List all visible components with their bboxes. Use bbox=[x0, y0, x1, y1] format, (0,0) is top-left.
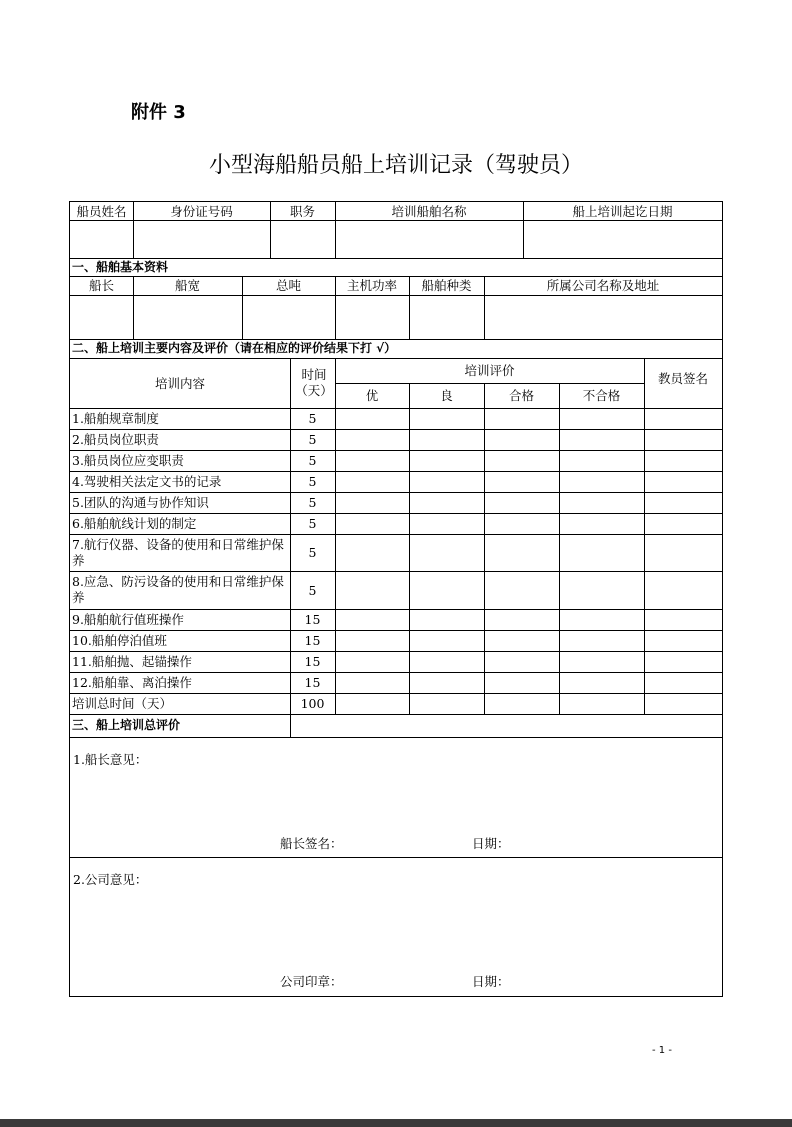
training-item-name: 7.航行仪器、设备的使用和日常维护保养 bbox=[72, 536, 284, 568]
company-date-label: 日期： bbox=[472, 974, 510, 989]
header-ship-type: 船舶种类 bbox=[421, 278, 472, 293]
total-time-value: 100 bbox=[300, 696, 325, 711]
position-field[interactable] bbox=[270, 221, 335, 258]
captain-opinion-label: 1.船长意见： bbox=[73, 752, 148, 767]
training-item-days: 5 bbox=[308, 582, 317, 598]
training-item-days: 5 bbox=[308, 545, 317, 560]
training-item-name: 6.船舶航线计划的制定 bbox=[72, 516, 197, 531]
training-record-form bbox=[69, 201, 723, 997]
training-item-days: 5 bbox=[308, 411, 317, 426]
header-position: 职务 bbox=[289, 203, 315, 219]
training-item-name: 3.船员岗位应变职责 bbox=[72, 453, 184, 468]
ship-length-field[interactable] bbox=[70, 296, 133, 339]
header-training-evaluation: 培训评价 bbox=[464, 363, 515, 378]
header-id-number: 身份证号码 bbox=[170, 203, 233, 219]
ship-type-field[interactable] bbox=[409, 296, 484, 339]
training-item-name: 1.船舶规章制度 bbox=[72, 411, 159, 426]
training-dates-field[interactable] bbox=[523, 221, 722, 258]
training-item-name: 10.船舶停泊值班 bbox=[72, 633, 167, 648]
captain-opinion-field[interactable] bbox=[72, 768, 720, 828]
window-bottom-bar bbox=[0, 1119, 792, 1127]
header-company-address: 所属公司名称及地址 bbox=[546, 278, 660, 293]
company-seal-label: 公司印章： bbox=[280, 974, 343, 989]
training-item-days: 5 bbox=[308, 474, 317, 489]
training-item-days: 5 bbox=[308, 516, 317, 531]
grade-good: 良 bbox=[440, 388, 453, 403]
section-training-content-title: 二、船上培训主要内容及评价（请在相应的评价结果下打 √） bbox=[72, 341, 397, 355]
header-instructor-signature: 教员签名 bbox=[657, 370, 708, 386]
training-item-name: 8.应急、防污设备的使用和日常维护保养 bbox=[72, 574, 284, 605]
crew-name-field[interactable] bbox=[70, 221, 133, 258]
training-item-days: 15 bbox=[304, 633, 321, 648]
training-item-days: 5 bbox=[308, 453, 317, 468]
company-opinion-label: 2.公司意见： bbox=[73, 872, 148, 887]
grade-pass: 合格 bbox=[508, 388, 534, 403]
training-item-name: 11.船舶抛、起锚操作 bbox=[72, 654, 192, 669]
header-training-ship: 培训船舶名称 bbox=[391, 203, 467, 219]
header-gross-tonnage: 总吨 bbox=[275, 278, 301, 293]
total-time-label: 培训总时间（天） bbox=[72, 696, 173, 711]
ship-breadth-field[interactable] bbox=[133, 296, 242, 339]
id-number-field[interactable] bbox=[133, 221, 270, 258]
gross-tonnage-field[interactable] bbox=[242, 296, 335, 339]
training-item-name: 12.船舶靠、离泊操作 bbox=[72, 675, 192, 690]
training-item-days: 15 bbox=[304, 675, 321, 690]
header-ship-breadth: 船宽 bbox=[174, 278, 200, 293]
training-item-name: 4.驾驶相关法定文书的记录 bbox=[72, 474, 222, 489]
company-address-field[interactable] bbox=[484, 296, 722, 339]
training-item-name: 2.船员岗位职责 bbox=[72, 432, 159, 447]
attachment-label: 附件 3 bbox=[131, 102, 186, 123]
grade-fail: 不合格 bbox=[582, 388, 621, 403]
captain-date-label: 日期： bbox=[472, 836, 510, 851]
section-overall-evaluation-title: 三、船上培训总评价 bbox=[72, 718, 181, 732]
training-item-days: 5 bbox=[308, 495, 317, 510]
training-item-days: 15 bbox=[304, 612, 321, 627]
company-opinion-field[interactable] bbox=[72, 888, 720, 968]
header-time-days: 时间（天） bbox=[295, 367, 333, 398]
header-crew-name: 船员姓名 bbox=[76, 203, 127, 219]
training-item-name: 5.团队的沟通与协作知识 bbox=[72, 495, 209, 510]
header-engine-power: 主机功率 bbox=[346, 278, 397, 293]
header-training-content: 培训内容 bbox=[154, 375, 205, 391]
training-item-name: 9.船舶航行值班操作 bbox=[72, 612, 184, 627]
engine-power-field[interactable] bbox=[335, 296, 409, 339]
training-item-days: 5 bbox=[308, 432, 317, 447]
captain-signature-label: 船长签名： bbox=[280, 836, 343, 851]
page-number: - 1 - bbox=[652, 1045, 672, 1056]
grade-excellent: 优 bbox=[365, 388, 379, 403]
section-ship-info-title: 一、船舶基本资料 bbox=[72, 259, 169, 274]
document-title: 小型海船船员船上培训记录（驾驶员） bbox=[208, 153, 583, 178]
training-item-days: 15 bbox=[304, 654, 321, 669]
header-training-dates: 船上培训起讫日期 bbox=[572, 203, 673, 219]
header-ship-length: 船长 bbox=[88, 278, 114, 293]
training-ship-field[interactable] bbox=[335, 221, 523, 258]
